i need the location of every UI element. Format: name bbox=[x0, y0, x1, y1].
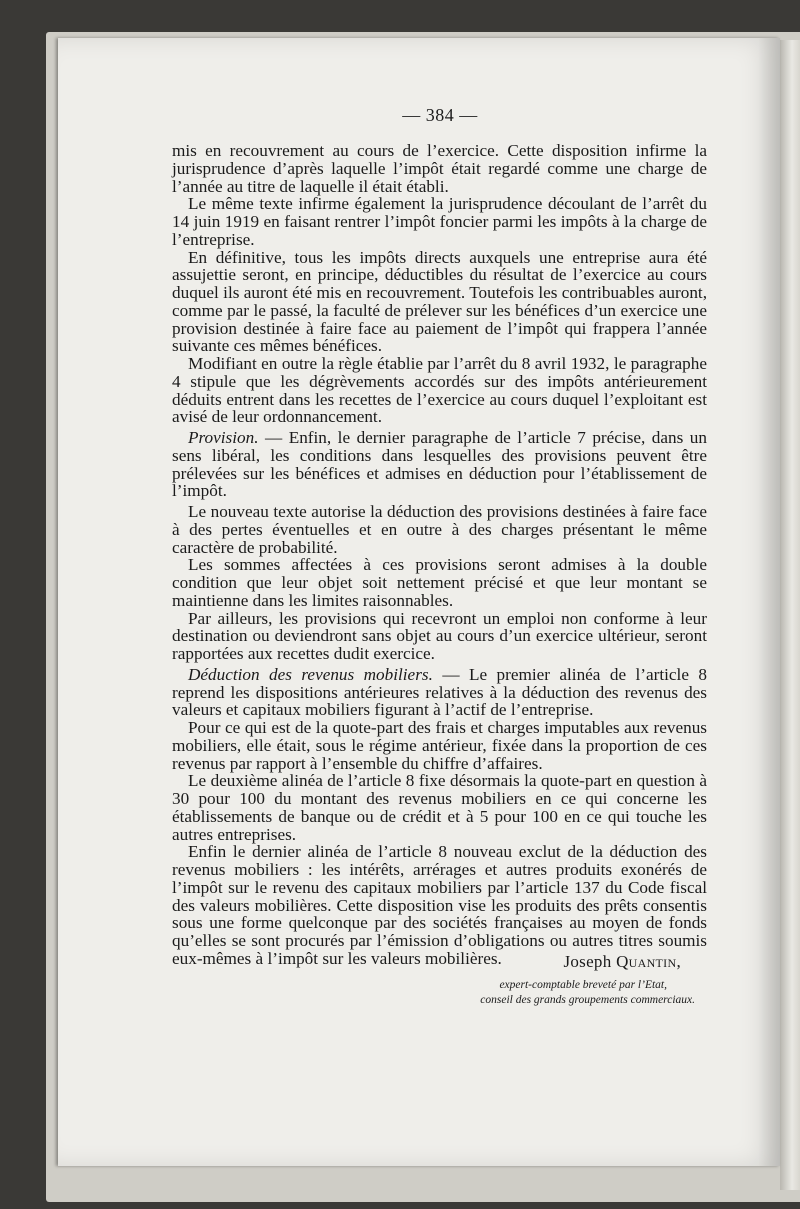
paragraph-2: Le même texte infirme également la jurisprudence découlant de l’arrêt du 14 juin 1919 en faisant rentrer l’impôt foncier parmi les impôts à la charge de l’entreprise. bbox=[172, 194, 707, 249]
heading-deduction: Déduction des revenus mobiliers. bbox=[188, 664, 433, 684]
paragraph-6: Le nouveau texte autorise la déduction des provisions destinées à faire face à des pertes éventuelles et en outre à des charges présentant le même caractère de probabilité. bbox=[172, 502, 707, 557]
signature-title-1: expert-comptable breveté par l’Etat, bbox=[499, 979, 667, 991]
signature-last-name: Quantin, bbox=[616, 952, 681, 971]
body-text bbox=[172, 142, 707, 968]
paragraph-8: Par ailleurs, les provisions qui recevront un emploi non conforme à leur destination ou deviendront sans objet au cours d’un exercice ultérieur, seront rapportées aux recettes dudit exercice. bbox=[172, 608, 707, 663]
page-right-edge bbox=[780, 40, 800, 1190]
paragraph-10: Pour ce qui est de la quote-part des frais et charges imputables aux revenus mobiliers, elle était, sous le régime antérieur, fixée dans la proportion de ces revenus par rapport à l’ensemble du chiffre d’affaires. bbox=[172, 718, 707, 773]
signature-block bbox=[172, 952, 707, 1008]
paragraph-4: Modifiant en outre la règle établie par l’arrêt du 8 avril 1932, le paragraphe 4 stipule que les dégrèvements accordés sur des impôts antérieurement déduits entrent dans les recettes de l’exercice au cours duquel l’exploitant est avisé de leur ordonnancement. bbox=[172, 354, 707, 427]
signature-name bbox=[172, 952, 707, 972]
paragraph-3: En définitive, tous les impôts directs auxquels une entreprise aura été assujettie seront, en principe, déductibles du résultat de l’exercice au cours duquel ils auront été mis en recouvrement. Toutefois les contribuables auront, comme par le passé, la faculté de prélever sur les bénéfices d’un exercice une provision destinée à faire face au paiement de l’impôt qui frappera l’année suivante ces mêmes bénéfices. bbox=[172, 247, 707, 356]
paragraph-1: mis en recouvrement au cours de l’exercice. Cette disposition infirme la jurisprudence d’après laquelle l’impôt était regardé comme une charge de l’année au titre de laquelle il était établi. bbox=[172, 141, 707, 196]
paragraph-deduction-text: — Le premier alinéa de l’article 8 reprend les dispositions antérieures relatives à la déduction des revenus des valeurs et capitaux mobiliers figurant à l’actif de l’entreprise. bbox=[172, 664, 707, 720]
heading-provision: Provision. bbox=[188, 428, 259, 447]
paragraph-7: Les sommes affectées à ces provisions seront admises à la double condition que leur objet soit nettement précisé et que leur montant se maintienne dans les limites raisonnables. bbox=[172, 555, 707, 610]
page-number: — 384 — bbox=[402, 105, 478, 125]
paragraph-provision-text: — Enfin, le dernier paragraphe de l’article 7 précise, dans un sens libéral, les conditions dans lesquelles des provisions peuvent être prélevées sur les bénéfices et admises en déduction pour l’établissement de l’impôt. bbox=[172, 428, 707, 501]
paragraph-deduction bbox=[172, 666, 707, 719]
signature-title-2: conseil des grands groupements commerciaux. bbox=[480, 994, 695, 1006]
paragraph-11: Le deuxième alinéa de l’article 8 fixe désormais la quote-part en question à 30 pour 100 du montant des revenus mobiliers en ce qui concerne les établissements de banque ou de crédit et à 5 pour 100 en ce qui touche les autres entreprises. bbox=[172, 771, 707, 844]
signature-first-name: Joseph bbox=[563, 952, 612, 971]
paragraph-provision bbox=[172, 429, 707, 500]
paragraph-12: Enfin le dernier alinéa de l’article 8 nouveau exclut de la déduction des revenus mobiliers : les intérêts, arrérages et autres produits exonérés de l’impôt sur le revenu des capitaux mobiliers par l’article 137 du Code fiscal des valeurs mobilières. Cette disposition vise les produits des prêts consentis sous une forme quelconque par des sociétés françaises au moyen de fonds qu’elles se sont procurés par l’émission d’obligations ou autres titres soumis eux-mêmes à l’impôt sur les valeurs mobilières. bbox=[172, 842, 707, 968]
